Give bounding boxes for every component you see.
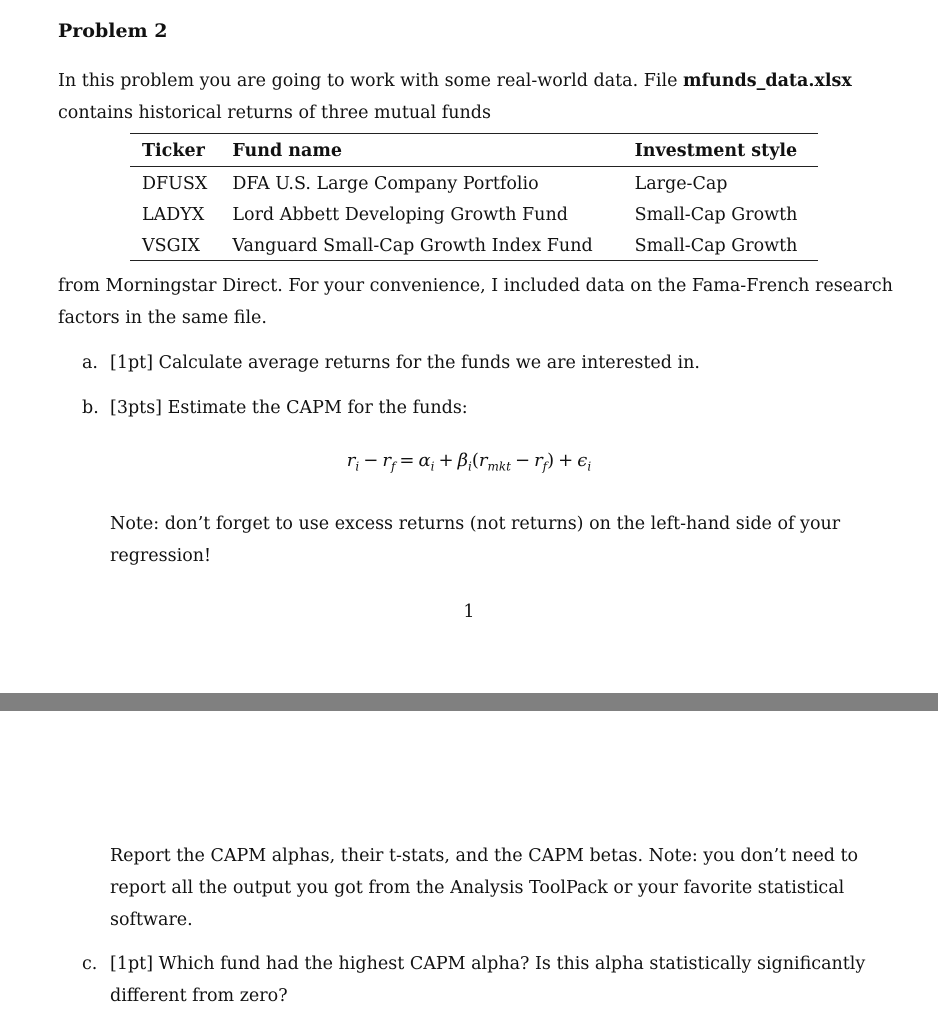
header-ticker: Ticker [142,141,205,161]
question-a [82,347,892,379]
question-b-text: [3pts] Estimate the CAPM for the funds: [110,398,468,418]
question-c-text: [1pt] Which fund had the highest CAPM alpha? Is this alpha statistically significantly different from zero? [110,954,866,1006]
intro-text-start: In this problem you are going to work with some real-world data. File [58,71,683,91]
ticker-cell: LADYX [142,204,205,225]
table-header-row [130,134,818,167]
page-separator [0,693,938,711]
fund-name-cell: Vanguard Small-Cap Growth Index Fund [232,235,593,256]
question-a-marker: a. [82,353,98,373]
style-cell: Small-Cap Growth [634,204,798,225]
file-name: mfunds_data.xlsx [683,71,852,91]
page-number: 1 [463,602,475,622]
note-paragraph: Note: don’t forget to use excess returns (not returns) on the left-hand side of your regression! [110,514,841,566]
table-row [130,229,818,261]
intro-paragraph [58,65,893,129]
capm-equation: $r_i - r_f = \alpha_i + \beta_i(r_{mkt} - r_f) + \epsilon_i$ [346,450,592,474]
report-paragraph: Report the CAPM alphas, their t-stats, and the CAPM betas. Note: you don’t need to report all the output you got from the Analysis ToolPack or your favorite statistical software. [110,846,859,930]
after-table-paragraph: from Morningstar Direct. For your convenience, I included data on the Fama-French research factors in the same file. [58,276,893,328]
header-fund-name: Fund name [232,141,343,161]
question-b [82,392,892,424]
question-c [82,948,892,1012]
ticker-cell: DFUSX [142,173,208,194]
intro-text-end: contains historical returns of three mutual funds [58,103,491,123]
question-c-marker: c. [82,954,98,974]
style-cell: Small-Cap Growth [634,235,798,256]
fund-name-cell: Lord Abbett Developing Growth Fund [232,204,568,225]
problem-heading: Problem 2 [58,20,168,42]
fund-name-cell: DFA U.S. Large Company Portfolio [232,173,539,194]
question-b-marker: b. [82,398,99,418]
table-row [130,198,818,229]
ticker-cell: VSGIX [142,235,200,256]
table-row [130,167,818,199]
funds-table [130,133,818,261]
style-cell: Large-Cap [634,173,728,194]
header-investment-style: Investment style [634,141,798,161]
question-a-text: [1pt] Calculate average returns for the funds we are interested in. [110,353,700,373]
